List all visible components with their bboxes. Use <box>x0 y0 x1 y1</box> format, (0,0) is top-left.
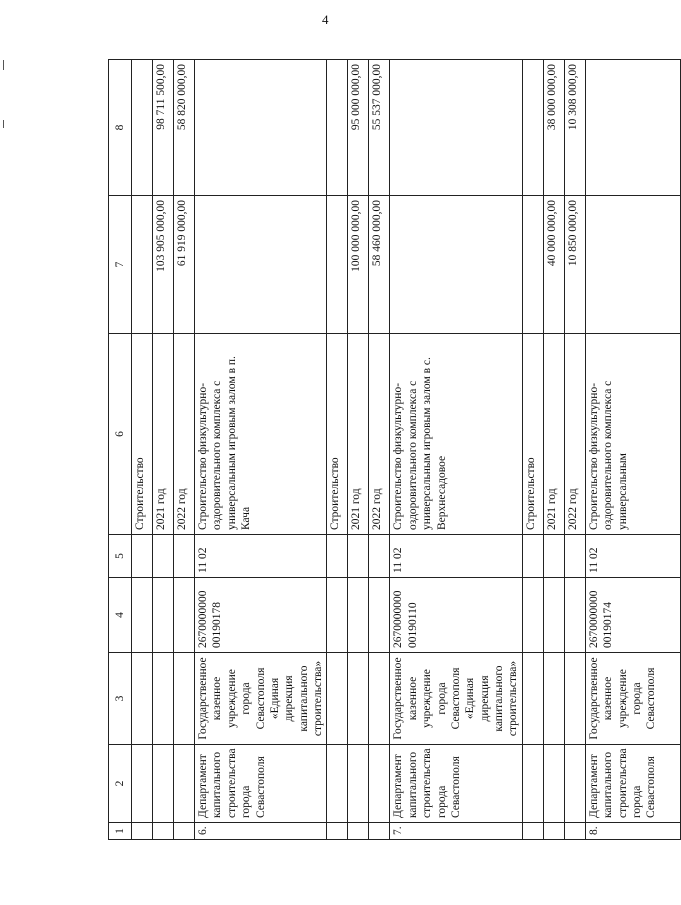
amount-funded-cell <box>327 60 348 196</box>
budget-code-cell: 2670000000 00190174 <box>585 578 680 653</box>
table-row <box>174 60 195 840</box>
table-row <box>132 60 153 840</box>
section-code-cell: 11 02 <box>585 535 680 578</box>
table-row <box>348 60 369 840</box>
department-cell <box>174 745 195 823</box>
budget-code-cell <box>348 578 369 653</box>
amount-funded-cell <box>585 60 680 196</box>
budget-table <box>108 59 681 840</box>
department-cell <box>327 745 348 823</box>
amount-limit-cell <box>585 196 680 334</box>
amount-limit-cell <box>132 196 153 334</box>
header-cell: 7 <box>109 196 132 334</box>
row-number-cell <box>543 823 564 840</box>
section-code-cell <box>543 535 564 578</box>
amount-funded-cell: 95 000 000,00 <box>348 60 369 196</box>
amount-funded-cell <box>390 60 522 196</box>
amount-limit-cell <box>195 196 327 334</box>
description-cell: Строительство <box>132 334 153 535</box>
table-row <box>390 60 522 840</box>
header-cell: 3 <box>109 653 132 745</box>
institution-cell: Государственное казенное учреждение города Севастополя <box>585 653 680 745</box>
section-code-cell <box>348 535 369 578</box>
department-cell <box>564 745 585 823</box>
institution-cell <box>369 653 390 745</box>
institution-cell: Государственное казенное учреждение города Севастополя «Единая дирекция капитального строительства» <box>195 653 327 745</box>
section-code-cell <box>153 535 174 578</box>
section-code-cell <box>174 535 195 578</box>
amount-funded-cell: 38 000 000,00 <box>543 60 564 196</box>
page-number: 4 <box>322 12 329 27</box>
header-cell: 8 <box>109 60 132 196</box>
table-row <box>153 60 174 840</box>
institution-cell <box>522 653 543 745</box>
header-cell: 4 <box>109 578 132 653</box>
row-number-cell <box>369 823 390 840</box>
institution-cell: Государственное казенное учреждение города Севастополя «Единая дирекция капитального строительства» <box>390 653 522 745</box>
department-cell <box>132 745 153 823</box>
section-code-cell <box>369 535 390 578</box>
amount-limit-cell <box>390 196 522 334</box>
description-cell: Строительство <box>522 334 543 535</box>
description-cell: 2021 год <box>543 334 564 535</box>
amount-limit-cell <box>522 196 543 334</box>
row-number-cell <box>132 823 153 840</box>
department-cell <box>369 745 390 823</box>
institution-cell <box>348 653 369 745</box>
row-number-cell <box>564 823 585 840</box>
section-code-cell <box>327 535 348 578</box>
amount-funded-cell <box>132 60 153 196</box>
description-cell: 2021 год <box>153 334 174 535</box>
header-row <box>109 60 132 840</box>
table-row <box>195 60 327 840</box>
budget-code-cell <box>564 578 585 653</box>
amount-limit-cell: 40 000 000,00 <box>543 196 564 334</box>
department-cell: Департамент капитального строительства города Севастополя <box>585 745 680 823</box>
amount-funded-cell <box>522 60 543 196</box>
binding-mark <box>3 120 4 128</box>
table-row <box>369 60 390 840</box>
description-cell: Строительство физкультурно-оздоровительного комплекса с универсальным <box>585 334 680 535</box>
amount-funded-cell <box>195 60 327 196</box>
budget-code-cell <box>369 578 390 653</box>
budget-code-cell <box>522 578 543 653</box>
header-cell: 2 <box>109 745 132 823</box>
section-code-cell: 11 02 <box>390 535 522 578</box>
department-cell: Департамент капитального строительства города Севастополя <box>390 745 522 823</box>
header-cell: 6 <box>109 334 132 535</box>
row-number-cell <box>327 823 348 840</box>
amount-funded-cell: 10 308 000,00 <box>564 60 585 196</box>
description-cell: 2022 год <box>174 334 195 535</box>
description-cell: 2022 год <box>369 334 390 535</box>
institution-cell <box>327 653 348 745</box>
section-code-cell <box>522 535 543 578</box>
amount-funded-cell: 55 537 000,00 <box>369 60 390 196</box>
budget-code-cell <box>327 578 348 653</box>
section-code-cell: 11 02 <box>195 535 327 578</box>
institution-cell <box>564 653 585 745</box>
row-number-cell: 6. <box>195 823 327 840</box>
description-cell: Строительство <box>327 334 348 535</box>
table-row <box>522 60 543 840</box>
row-number-cell <box>153 823 174 840</box>
department-cell <box>543 745 564 823</box>
department-cell <box>348 745 369 823</box>
table-row <box>564 60 585 840</box>
table-row <box>543 60 564 840</box>
budget-code-cell: 2670000000 00190110 <box>390 578 522 653</box>
amount-funded-cell: 98 711 500,00 <box>153 60 174 196</box>
institution-cell <box>174 653 195 745</box>
row-number-cell: 8. <box>585 823 680 840</box>
budget-code-cell <box>174 578 195 653</box>
amount-funded-cell: 58 820 000,00 <box>174 60 195 196</box>
row-number-cell <box>522 823 543 840</box>
rotated-table-container <box>108 60 658 840</box>
table-row <box>585 60 680 840</box>
institution-cell <box>153 653 174 745</box>
department-cell <box>522 745 543 823</box>
description-cell: Строительство физкультурно-оздоровительного комплекса с универсальным игровым залом в с. Верхнесадовое <box>390 334 522 535</box>
amount-limit-cell <box>327 196 348 334</box>
section-code-cell <box>132 535 153 578</box>
binding-mark <box>3 60 4 70</box>
section-code-cell <box>564 535 585 578</box>
amount-limit-cell: 10 850 000,00 <box>564 196 585 334</box>
amount-limit-cell: 103 905 000,00 <box>153 196 174 334</box>
institution-cell <box>543 653 564 745</box>
row-number-cell <box>348 823 369 840</box>
table-row <box>327 60 348 840</box>
description-cell: Строительство физкультурно-оздоровительного комплекса с универсальным игровым залом в п. Кача <box>195 334 327 535</box>
header-cell: 5 <box>109 535 132 578</box>
row-number-cell: 7. <box>390 823 522 840</box>
budget-code-cell <box>153 578 174 653</box>
budget-code-cell <box>543 578 564 653</box>
department-cell <box>153 745 174 823</box>
amount-limit-cell: 61 919 000,00 <box>174 196 195 334</box>
budget-code-cell: 2670000000 00190178 <box>195 578 327 653</box>
amount-limit-cell: 100 000 000,00 <box>348 196 369 334</box>
row-number-cell <box>174 823 195 840</box>
institution-cell <box>132 653 153 745</box>
amount-limit-cell: 58 460 000,00 <box>369 196 390 334</box>
header-cell: 1 <box>109 823 132 840</box>
department-cell: Департамент капитального строительства города Севастополя <box>195 745 327 823</box>
description-cell: 2022 год <box>564 334 585 535</box>
budget-code-cell <box>132 578 153 653</box>
description-cell: 2021 год <box>348 334 369 535</box>
